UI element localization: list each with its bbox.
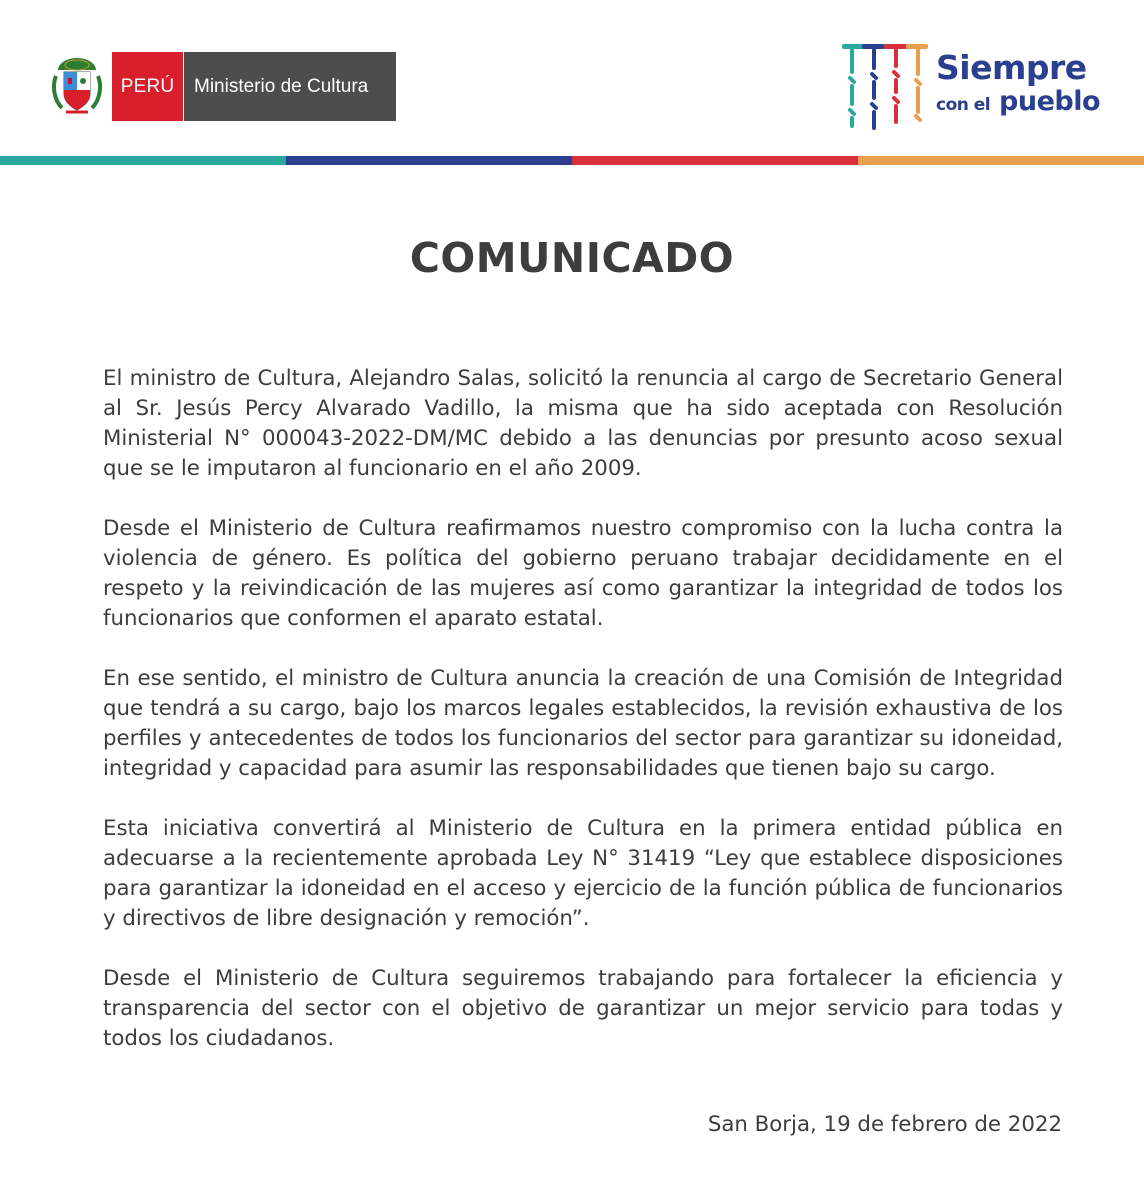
paragraph-2: Desde el Ministerio de Cultura reafirmamos nuestro compromiso con la lucha contra la violencia de género. Es política del gobierno peruano trabajar decididamente en el respeto y la reivindicación de las mujeres así como garantizar la integridad de todos los funcionarios que conformen el aparato estatal.	[103, 516, 1063, 631]
color-stripe	[0, 156, 1144, 165]
paragraph-3: En ese sentido, el ministro de Cultura anuncia la creación de una Comisión de Integridad que tendrá a su cargo, bajo los marcos legales establecidos, la revisión exhaustiva de los perfiles y antecedentes de todos los funcionarios del sector para garantizar su idoneidad, integridad y capacidad para asumir las responsabilidades que tienen bajo su cargo.	[103, 666, 1063, 781]
slogan-line2-big: pueblo	[999, 86, 1101, 117]
stripe-segment-teal	[0, 156, 286, 165]
slogan-line2	[936, 86, 1116, 121]
stripe-segment-orange	[858, 156, 1144, 165]
stripe-segment-blue	[286, 156, 572, 165]
paragraph-1: El ministro de Cultura, Alejandro Salas, solicitó la renuncia al cargo de Secretario General al Sr. Jesús Percy Alvarado Vadillo, la misma que ha sido aceptada con Resolución Ministerial N° 000043-2022-DM/MC debido a las denuncias por presunto acoso sexual que se le imputaron al funcionario en el año 2009.	[103, 366, 1063, 481]
slogan-line1: Siempre	[936, 48, 1087, 87]
ministry-label: Ministerio de Cultura	[184, 52, 396, 121]
page-header	[0, 0, 1144, 156]
paragraph-5: Desde el Ministerio de Cultura seguiremos trabajando para fortalecer la eficiencia y transparencia del sector con el objetivo de garantizar un mejor servicio para todas y todos los ciudadanos.	[103, 966, 1063, 1051]
peru-label: PERÚ	[112, 52, 183, 121]
paragraph-4: Esta iniciativa convertirá al Ministerio de Cultura en la primera entidad pública en adecuarse a la recientemente aprobada Ley N° 31419 “Ley que establece disposiciones para garantizar la idoneidad en el acceso y ejercicio de la función pública de funcionarios y directivos de libre designación y remoción”.	[103, 816, 1063, 931]
slogan-logo-icon	[842, 42, 932, 134]
coat-of-arms-icon	[52, 56, 102, 118]
signature-date: San Borja, 19 de febrero de 2022	[707, 1112, 1062, 1137]
stripe-segment-red	[572, 156, 858, 165]
document-title: COMUNICADO	[409, 234, 735, 282]
slogan-line2-small: con el	[936, 95, 991, 115]
document-body	[103, 364, 1063, 1084]
slogan-text	[936, 50, 1116, 121]
